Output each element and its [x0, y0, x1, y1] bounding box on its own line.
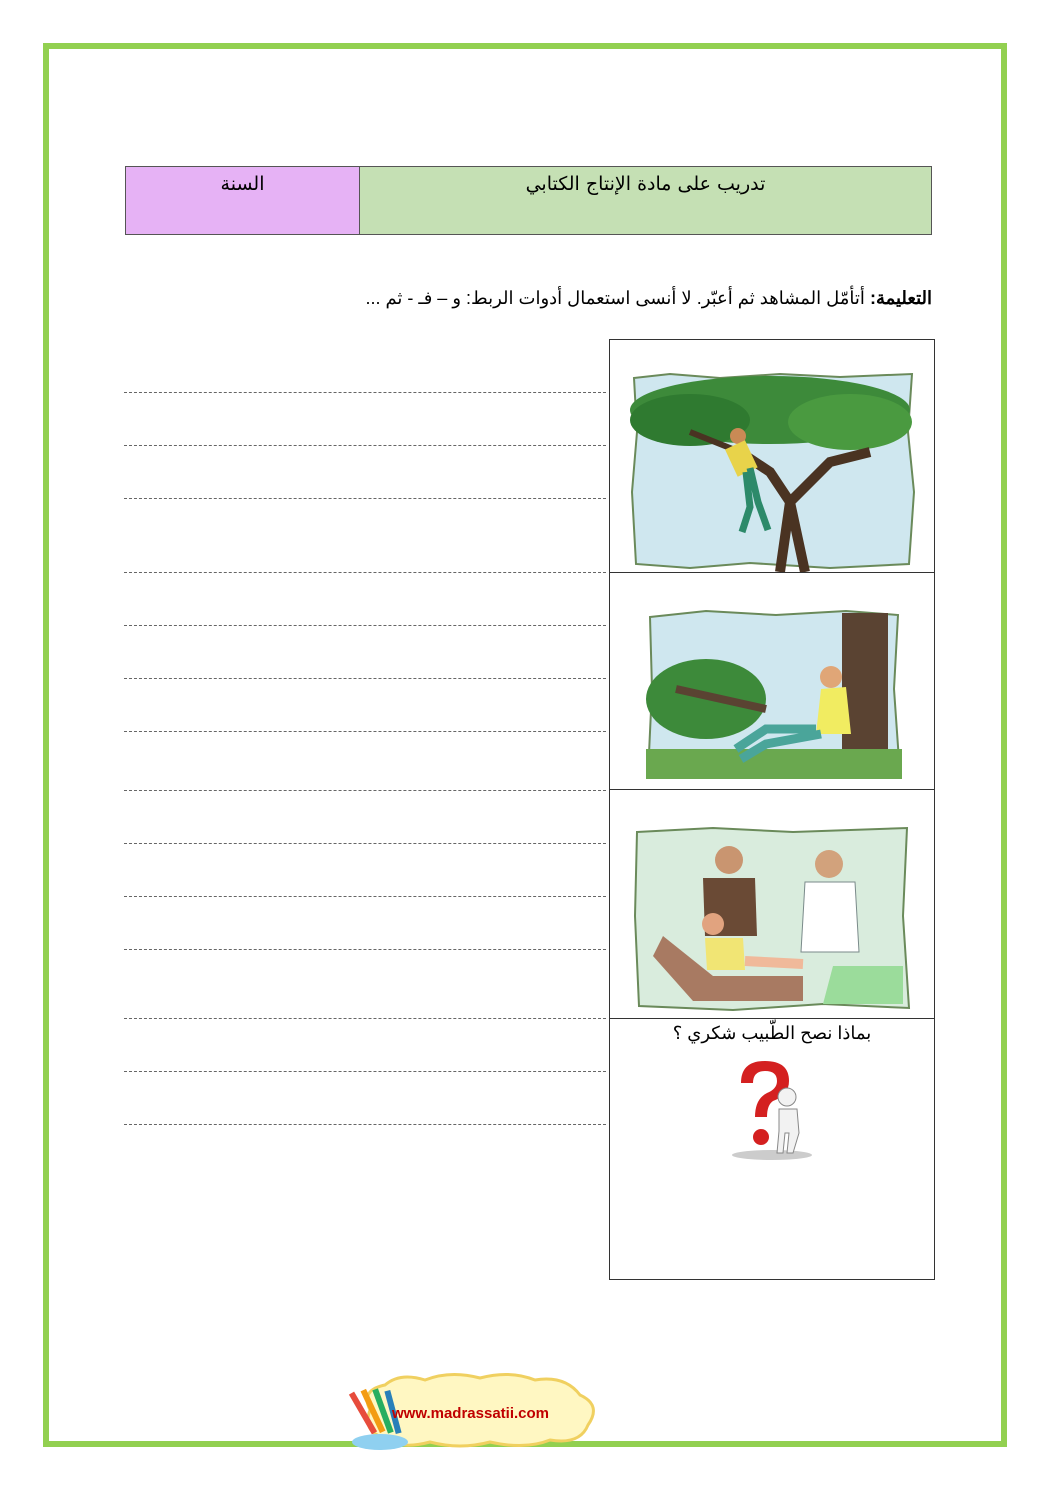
writing-line[interactable] — [124, 1124, 606, 1125]
instruction — [365, 288, 932, 309]
writing-line[interactable] — [124, 949, 606, 950]
writing-line[interactable] — [124, 843, 606, 844]
writing-line[interactable] — [124, 625, 606, 626]
writing-line[interactable] — [124, 572, 606, 573]
writing-line[interactable] — [124, 498, 606, 499]
header-table — [125, 166, 932, 235]
writing-line[interactable] — [124, 731, 606, 732]
panel-scene-1 — [610, 340, 934, 573]
panel-scene-2 — [610, 573, 934, 790]
boy-climbing-tree-illustration — [630, 372, 916, 572]
picture-panels — [609, 339, 935, 1280]
writing-line[interactable] — [124, 1071, 606, 1072]
doctor-examining-boy-illustration — [633, 826, 911, 1012]
boy-fallen-under-tree-illustration — [646, 609, 902, 779]
panel-scene-3 — [610, 790, 934, 1019]
panel-question — [610, 1019, 934, 1279]
writing-line[interactable] — [124, 790, 606, 791]
writing-line[interactable] — [124, 445, 606, 446]
writing-line[interactable] — [124, 1018, 606, 1019]
question-text: بماذا نصح الطّبيب شكري ؟ — [672, 1023, 872, 1043]
writing-line[interactable] — [124, 678, 606, 679]
writing-line[interactable] — [124, 896, 606, 897]
writing-line[interactable] — [124, 392, 606, 393]
instruction-label: التعليمة: — [869, 288, 932, 308]
website-link[interactable]: www.madrassatii.com — [392, 1405, 550, 1422]
worksheet-title: تدريب على مادة الإنتاج الكتابي — [360, 167, 931, 234]
instruction-text: أتأمّل المشاهد ثم أعبّر. لا أنسى استعمال أدوات الربط: و – فـ - ثم ... — [365, 288, 865, 308]
year-cell: السنة — [126, 167, 360, 234]
question-mark-figure-icon — [727, 1057, 817, 1161]
